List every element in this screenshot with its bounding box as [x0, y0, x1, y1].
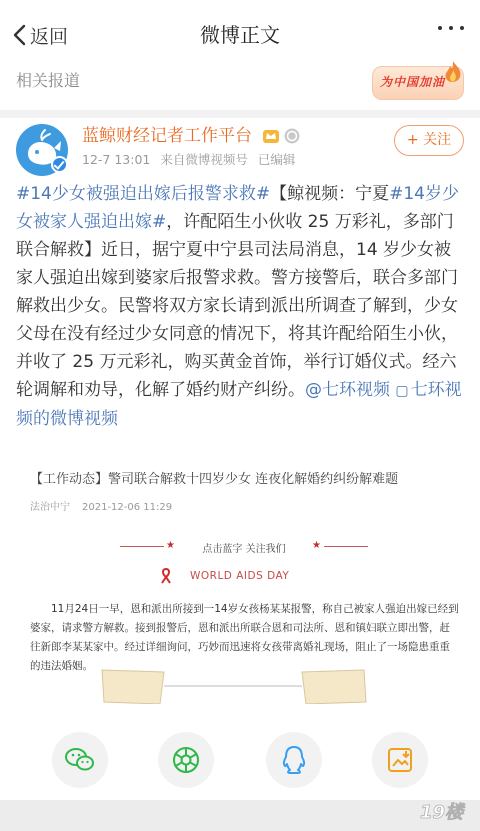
share-wechat-button[interactable]: [52, 732, 108, 788]
back-label: 返回: [30, 25, 69, 48]
wechat-icon: [64, 746, 96, 774]
bottom-strip: [0, 800, 480, 831]
chevron-left-icon: [12, 24, 26, 46]
svg-text:19楼: 19楼: [420, 802, 464, 823]
post-text: [16, 180, 468, 433]
article-body: 11月24日一早，恩和派出所接到一14岁女孩杨某某报警，称自己被家人强迫出嫁已经到婆家，请求警方解救。接到报警后，恩和派出所联合恩和司法所、恩和镇妇联立即出警，赶往新郎李某某家中。经过详细询问，巧妙而迅速将女孩带离婚礼现场，阻止了一场隐患重重的违法婚姻。: [30, 603, 459, 672]
post-time: 12-7 13:01: [82, 152, 151, 167]
watermark-logo: [418, 796, 474, 826]
related-reports-label: 相关报道: [16, 71, 81, 90]
article-date: 2021-12-06 11:29: [82, 502, 173, 513]
red-ribbon-icon: [160, 568, 172, 584]
page-title: 微博正文: [200, 23, 280, 47]
post-link[interactable]: @七环视频: [305, 380, 390, 400]
flame-icon: [442, 60, 464, 86]
post-source[interactable]: 来自微博视频号: [160, 152, 248, 167]
verified-icon: [51, 156, 68, 173]
article-title: 【工作动态】警司联合解救十四岁少女 连夜化解婚约纠纷解难题: [30, 472, 399, 487]
cheer-badge[interactable]: [372, 66, 464, 100]
vip-crown-icon: [262, 127, 280, 145]
author-name[interactable]: 蓝鲸财经记者工作平台: [82, 126, 252, 146]
article-source: [30, 498, 172, 513]
qq-icon: [281, 745, 307, 775]
medal-icon: [283, 127, 301, 145]
section-divider: [0, 110, 480, 118]
post-link[interactable]: #14岁少女被家人强迫出嫁#: [16, 184, 460, 232]
back-button[interactable]: [12, 20, 68, 50]
top-nav-bar: [0, 0, 480, 70]
article-caption: 点击蓝字 关注我们: [202, 544, 286, 555]
more-options-icon[interactable]: [438, 26, 464, 30]
post-link[interactable]: 七环视频的微博视频: [16, 380, 462, 429]
share-qq-button[interactable]: [266, 732, 322, 788]
edited-label: 已编辑: [257, 152, 296, 167]
share-moments-button[interactable]: [158, 732, 214, 788]
article-source-name: 法治中宁: [30, 502, 70, 513]
follow-button[interactable]: + 关注: [394, 125, 464, 156]
save-image-icon: [386, 746, 414, 774]
decorative-frame: [24, 664, 464, 704]
post-meta: [82, 151, 301, 169]
star-icon: ★: [312, 540, 321, 551]
embedded-article-image[interactable]: [24, 464, 464, 714]
divider-line: [324, 546, 368, 547]
save-image-button[interactable]: [372, 732, 428, 788]
post-text-segment: 【鲸视频：宁夏: [270, 184, 390, 204]
star-icon: ★: [166, 540, 175, 551]
post-link[interactable]: #14少女被强迫出嫁后报警求救#: [16, 184, 271, 204]
cheer-badge-text: 为中国加油: [380, 75, 446, 89]
post-text-segment: ，许配陌生小伙收 25 万彩礼，多部门联合解救】近日，据宁夏中宁县司法局消息，14 岁少女被家人强迫出嫁到婆家后报警求救。警方接警后，联合多部门解救出少女。民警将双方家长请到派出所调查了解到，少女父母在没有经过少女同意的情况下，将其许配给陌生小伙，并收了 25 万元彩礼，购买黄金首饰，举行订婚仪式。经六轮调解和劝导，化解了婚约财产纠纷。: [16, 212, 458, 400]
video-link-icon: ▢: [395, 383, 409, 399]
moments-icon: [171, 745, 201, 775]
world-aids-day-banner: WORLD AIDS DAY: [190, 570, 290, 582]
